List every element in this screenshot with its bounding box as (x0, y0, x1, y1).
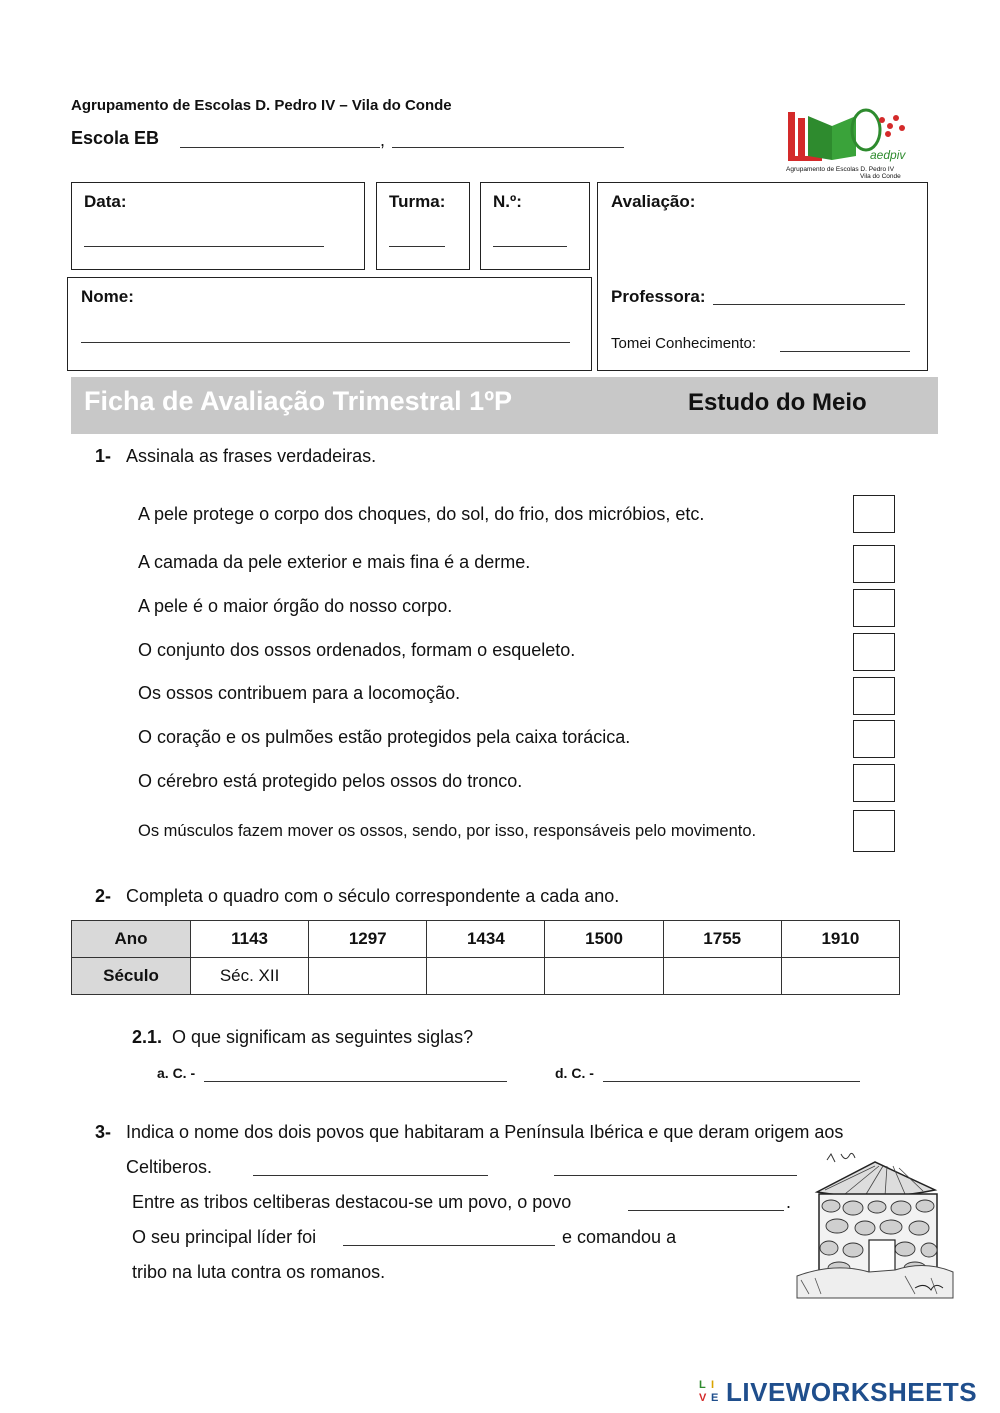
q1-statement: O conjunto dos ossos ordenados, formam o esqueleto. (138, 640, 576, 660)
teacher-field-line[interactable] (713, 304, 905, 305)
school-name-line[interactable] (180, 147, 380, 148)
q1-statement: A pele protege o corpo dos choques, do sol, do frio, dos micróbios, etc. (138, 504, 705, 524)
subject-title: Estudo do Meio (688, 389, 867, 416)
year-row-header: Ano (72, 921, 191, 958)
q1-number: 1- (95, 446, 112, 466)
school-separator: , (380, 130, 386, 150)
q1-checkbox[interactable] (853, 589, 895, 627)
evaluation-label: Avaliação: (611, 192, 696, 211)
liveworksheets-badge-icon (698, 1379, 724, 1405)
century-cell[interactable] (427, 958, 545, 995)
century-cell[interactable] (545, 958, 663, 995)
name-field-line[interactable] (81, 342, 570, 343)
q1-checkbox[interactable] (853, 764, 895, 802)
q2-1-number: 2.1. (132, 1027, 163, 1047)
century-cell[interactable] (309, 958, 427, 995)
year-row (72, 921, 900, 958)
school-label: Escola EB (71, 128, 160, 148)
class-field-line[interactable] (389, 246, 445, 247)
ac-answer-line[interactable] (204, 1081, 507, 1082)
q1-checkbox[interactable] (853, 810, 895, 852)
year-cell: 1910 (781, 921, 899, 958)
q1-checkbox[interactable] (853, 495, 895, 533)
q1-statement: A pele é o maior órgão do nosso corpo. (138, 596, 453, 616)
year-cell: 1143 (191, 921, 309, 958)
year-cell: 1755 (663, 921, 781, 958)
logo-caption-line2: Vila do Conde (860, 173, 901, 180)
q1-checkbox[interactable] (853, 633, 895, 671)
school-location-line[interactable] (392, 147, 624, 148)
q2-prompt: Completa o quadro com o século correspondente a cada ano. (126, 886, 620, 906)
century-row (72, 958, 900, 995)
teacher-label: Professora: (611, 287, 706, 306)
q3-line4: O seu principal líder foi (132, 1227, 317, 1247)
people-answer-line[interactable] (628, 1210, 784, 1211)
century-row-header: Século (72, 958, 191, 995)
name-label: Nome: (81, 287, 134, 306)
q2-1-prompt: O que significam as seguintes siglas? (172, 1027, 474, 1047)
leader-answer-line[interactable] (343, 1245, 555, 1246)
liveworksheets-text: LIVEWORKSHEETS (726, 1377, 978, 1407)
date-field-line[interactable] (84, 246, 324, 247)
liveworksheets-watermark (698, 1377, 988, 1407)
q3-line5: tribo na luta contra os romanos. (132, 1262, 386, 1282)
badge-letter: V (699, 1392, 707, 1404)
q1-statement: O coração e os pulmões estão protegidos pela caixa torácica. (138, 727, 631, 747)
q3-number: 3- (95, 1122, 112, 1142)
century-cell[interactable]: Séc. XII (191, 958, 309, 995)
dc-label: d. C. - (555, 1065, 594, 1081)
dc-answer-line[interactable] (603, 1081, 860, 1082)
century-cell[interactable] (781, 958, 899, 995)
people1-answer-line[interactable] (253, 1175, 488, 1176)
logo-brand-text: aedpiv (870, 148, 906, 162)
year-cell: 1297 (309, 921, 427, 958)
badge-letter: L (699, 1379, 706, 1391)
acknowledged-label: Tomei Conhecimento: (611, 335, 757, 352)
q3-line4-end: e comandou a (562, 1227, 677, 1247)
school-group-title: Agrupamento de Escolas D. Pedro IV – Vila do Conde (71, 97, 452, 114)
class-label: Turma: (389, 192, 446, 211)
q1-checkbox[interactable] (853, 677, 895, 715)
people2-answer-line[interactable] (554, 1175, 797, 1176)
year-cell: 1500 (545, 921, 663, 958)
acknowledged-field-line[interactable] (780, 351, 910, 352)
number-label: N.º: (493, 192, 522, 211)
celtic-house-drawing (795, 1150, 955, 1300)
badge-letter: E (711, 1392, 719, 1404)
year-cell: 1434 (427, 921, 545, 958)
date-label: Data: (84, 192, 127, 211)
celtic-house-illustration (795, 1150, 955, 1300)
number-field-line[interactable] (493, 246, 567, 247)
century-cell[interactable] (663, 958, 781, 995)
q3-line3-end: . (786, 1192, 792, 1212)
q1-statement: A camada da pele exterior e mais fina é a derme. (138, 552, 531, 572)
q1-statement: O cérebro está protegido pelos ossos do tronco. (138, 771, 523, 791)
worksheet-title: Ficha de Avaliação Trimestral 1ºP (84, 386, 513, 416)
q1-checkbox[interactable] (853, 720, 895, 758)
q2-number: 2- (95, 886, 112, 906)
q1-checkbox[interactable] (853, 545, 895, 583)
q1-statement: Os ossos contribuem para a locomoção. (138, 683, 461, 703)
ac-label: a. C. - (157, 1065, 196, 1081)
century-table (71, 920, 900, 995)
q1-prompt: Assinala as frases verdadeiras. (126, 446, 377, 466)
q3-line2: Celtiberos. (126, 1157, 213, 1177)
q3-line3: Entre as tribos celtiberas destacou-se um povo, o povo (132, 1192, 572, 1212)
badge-letter: I (711, 1379, 715, 1391)
q1-statement: Os músculos fazem mover os ossos, sendo, por isso, responsáveis pelo movimento. (138, 822, 757, 840)
name-box (67, 277, 592, 371)
school-logo (784, 100, 914, 180)
logo-caption-line1: Agrupamento de Escolas D. Pedro IV (786, 166, 895, 173)
q3-line1: Indica o nome dos dois povos que habitaram a Península Ibérica e que deram origem aos (126, 1122, 844, 1142)
